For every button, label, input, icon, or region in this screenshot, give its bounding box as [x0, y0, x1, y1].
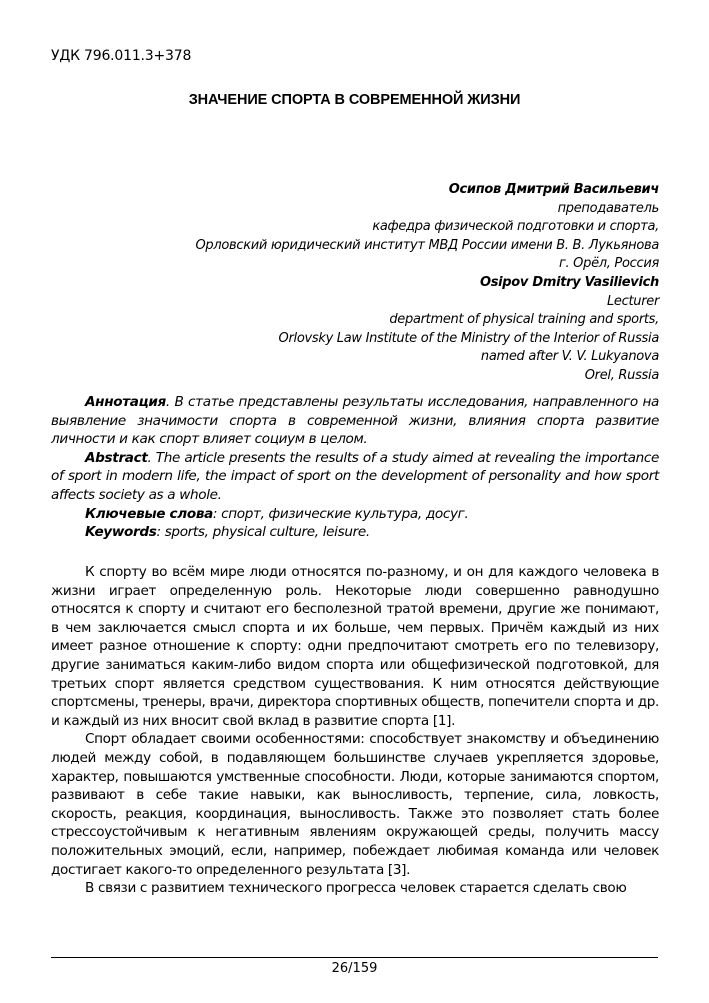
keywords-en-paragraph [51, 523, 659, 542]
author-info [195, 181, 659, 386]
author-name-en: Osipov Dmitry Vasilievich [479, 274, 659, 290]
body-paragraph: К спорту во всём мире люди относятся по-разному, и он для каждого человека в жизни играет определенную роль. Некоторые люди совершенно равнодушно относятся к спорту и считают его бесполезной тратой времени, другие же понимают, в чем заключается смысл спорта и их больше, чем первых. Причём каждый из них имеет разное отношение к спорту: одни предпочитают смотреть его по телевизору, другие заниматься каким-либо видом спорта или общефизической подготовкой, для третьих спорт является средством существования. К ним относятся действующие спортсмены, тренеры, врачи, директора спортивных обществ, попечители спорта и др. и каждый из них вносит свой вклад в развитие спорта [1]. [51, 564, 659, 729]
author-name-ru: Осипов Дмитрий Васильевич [448, 182, 659, 197]
abstract-label: Abstract [85, 449, 148, 466]
author-position-en: Lecturer [606, 293, 659, 309]
footer-divider [51, 957, 658, 958]
author-institution-ru: Орловский юридический институт МВД России имени В. В. Лукьянова [195, 237, 659, 253]
annotation-paragraph [51, 393, 659, 449]
author-department-ru: кафедра физической подготовки и спорта, [372, 219, 659, 235]
annotation-text: . В статье представлены результаты исследования, направленного на выявление значимости спорта в современной жизни, влияния спорта развитие личности и как спорт влияет социум в целом. [51, 394, 659, 448]
keywords-ru-label: Ключевые слова [85, 505, 213, 522]
author-institution-en-2: named after V. V. Lukyanova [480, 349, 659, 365]
keywords-ru-paragraph [51, 505, 659, 524]
article-body [51, 563, 659, 898]
author-institution-en: Orlovsky Law Institute of the Ministry of the Interior of Russia [278, 330, 659, 346]
author-position-ru: преподаватель [557, 200, 659, 216]
abstract-paragraph [51, 449, 659, 505]
body-paragraph: В связи с развитием технического прогресса человек старается сделать свою [85, 880, 627, 897]
article-title: ЗНАЧЕНИЕ СПОРТА В СОВРЕМЕННОЙ ЖИЗНИ [188, 92, 521, 108]
page-number: 26/159 [331, 961, 378, 976]
author-city-ru: г. Орёл, Россия [558, 256, 659, 272]
keywords-en-text: : sports, physical culture, leisure. [156, 524, 370, 541]
keywords-ru-text: : спорт, физические культура, досуг. [212, 505, 469, 522]
author-city-en: Orel, Russia [584, 367, 659, 383]
body-paragraph: Спорт обладает своими особенностями: способствует знакомству и объединению людей между собой, в подавляющем большинстве случаев укрепляется здоровье, характер, повышаются умственные способности. Люди, которые занимаются спортом, развивают в себе такие навыки, как выносливость, терпение, сила, ловкость, скорость, реакция, координация, выносливость. Также это позволяет стать более стрессоустойчивым к негативным явлениям окружающей среды, получить массу положительных эмоций, если, например, побеждает любимая команда или человек достигает какого-то определенного результата [3]. [51, 731, 659, 878]
annotation-label: Аннотация [85, 394, 166, 410]
abstract-text: . The article presents the results of a study aimed at revealing the importance of sport in modern life, the impact of sport on the development of personality and how sport affects society as a whole. [51, 449, 659, 503]
udk-code: УДК 796.011.3+378 [51, 48, 192, 64]
keywords-en-label: Keywords [85, 524, 157, 541]
author-department-en: department of physical training and sports, [389, 312, 659, 328]
abstract-section [51, 393, 659, 542]
